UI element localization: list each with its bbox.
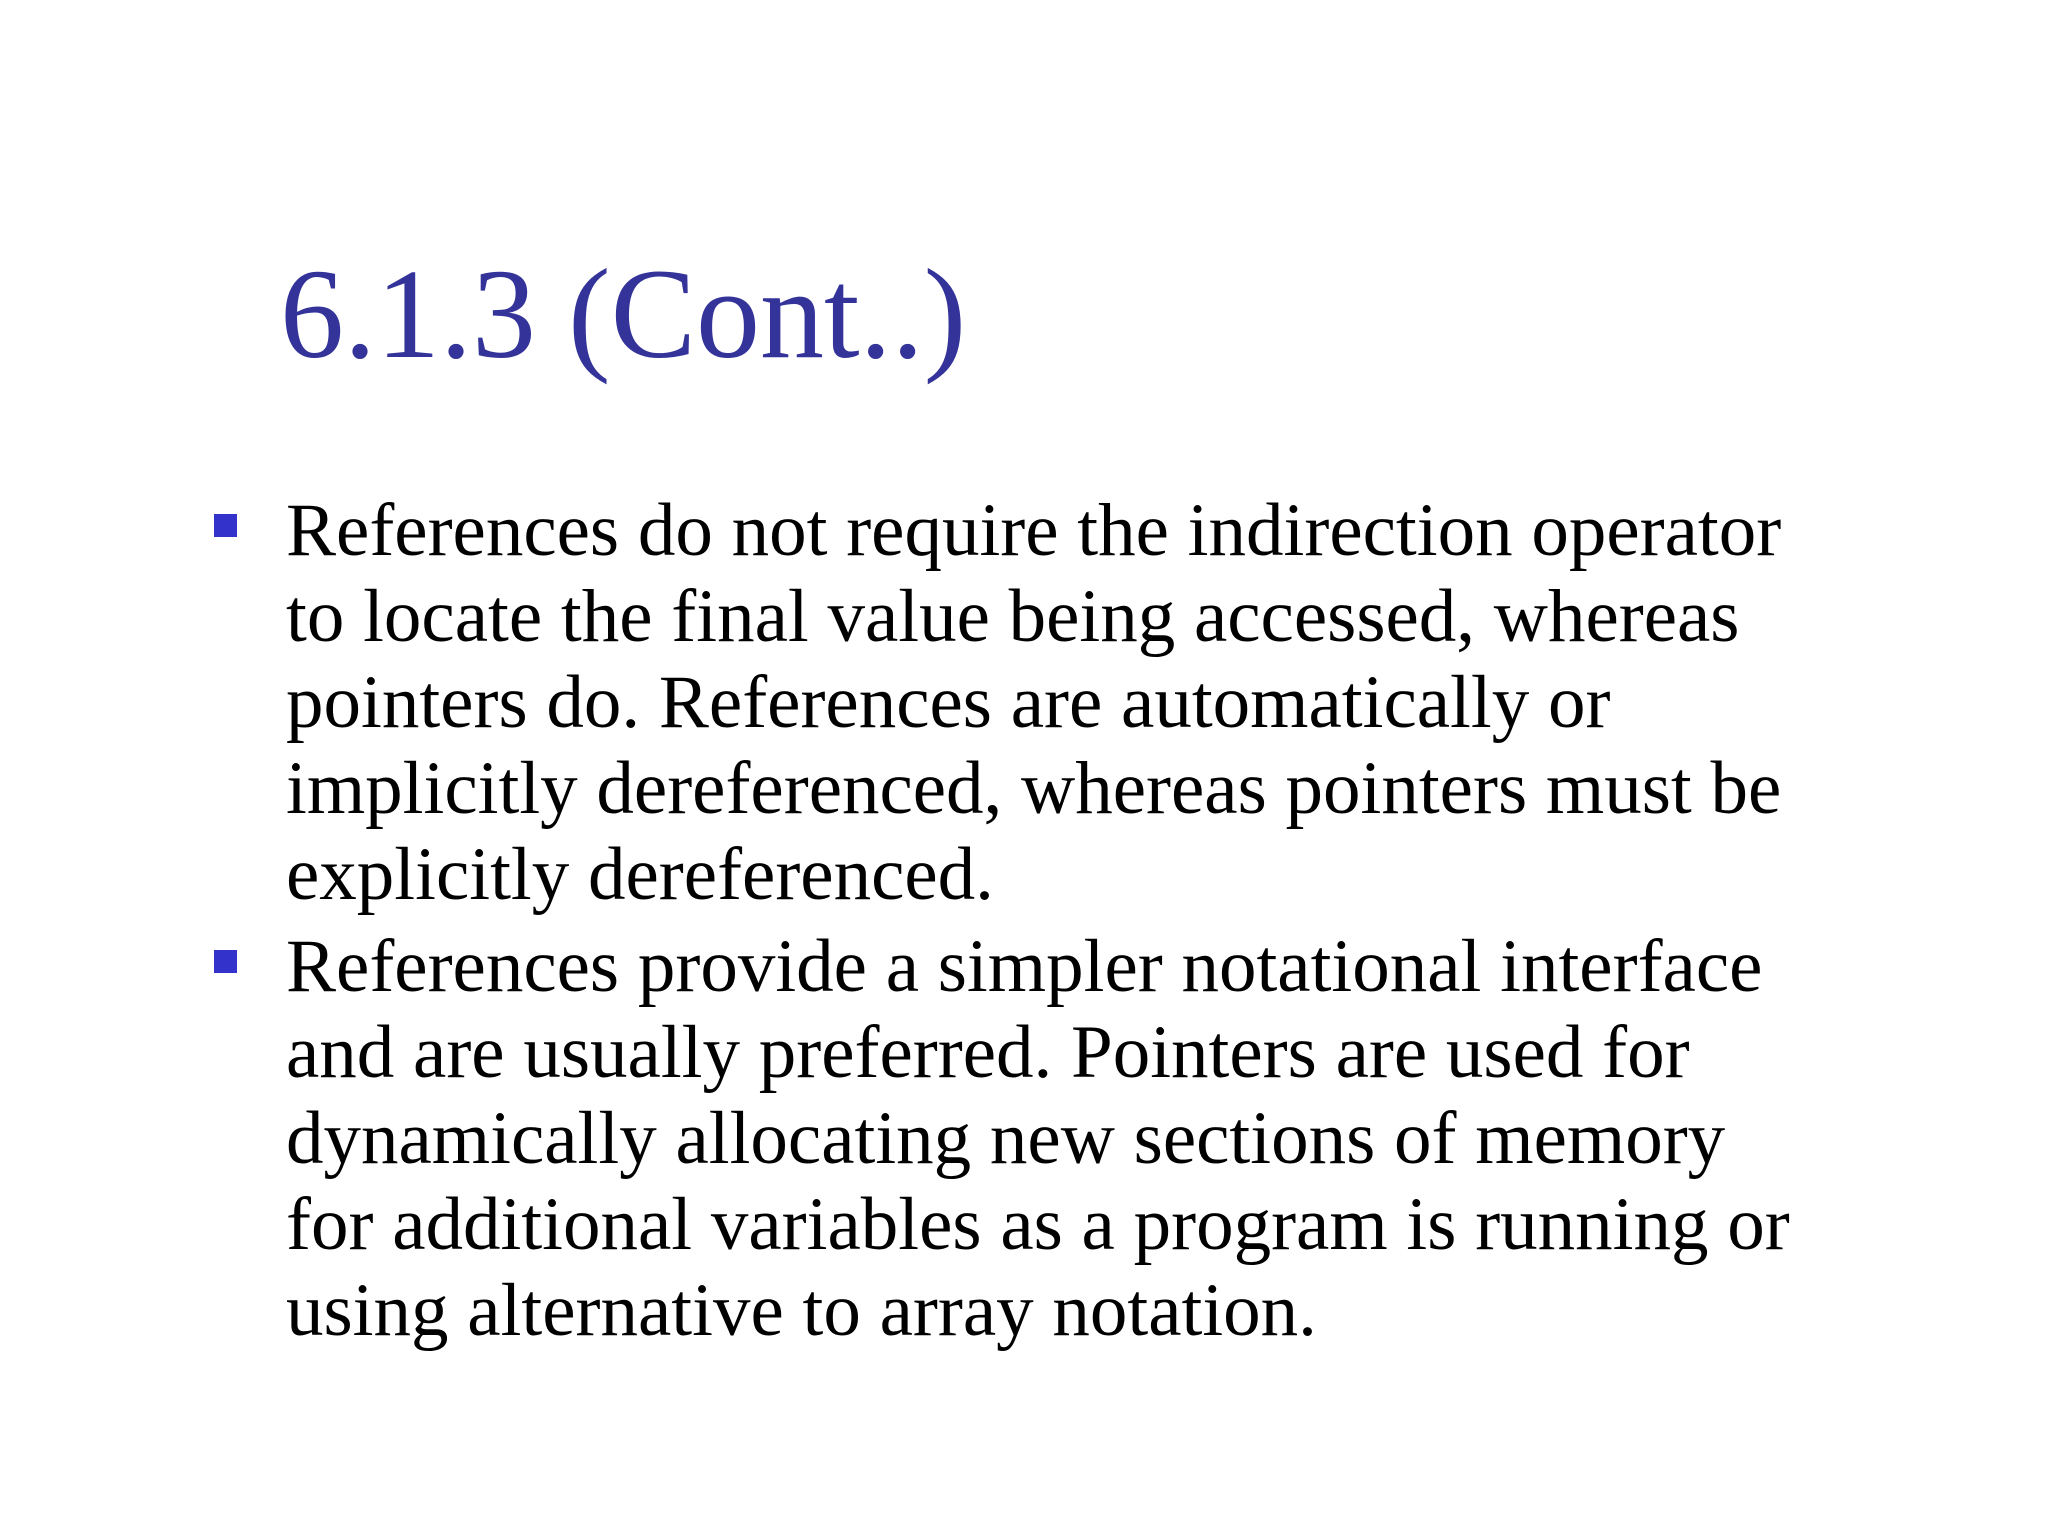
- square-bullet-icon: [214, 950, 237, 973]
- text-line: dynamically allocating new sections of memory: [286, 1097, 1726, 1180]
- bullet-item: [210, 924, 1890, 1354]
- bullet-item: [210, 488, 1890, 918]
- text-line: References do not require the indirection operator: [286, 489, 1782, 572]
- text-line: to locate the final value being accessed, whereas: [286, 575, 1740, 658]
- text-line: and are usually preferred. Pointers are used for: [286, 1011, 1690, 1094]
- bullet-text: [286, 488, 1890, 918]
- slide-title: 6.1.3 (Cont..): [280, 243, 967, 385]
- bullet-text: [286, 924, 1890, 1354]
- square-bullet-icon: [214, 514, 237, 537]
- text-line: for additional variables as a program is running or: [286, 1183, 1790, 1266]
- text-line: References provide a simpler notational interface: [286, 925, 1763, 1008]
- text-line: using alternative to array notation.: [286, 1269, 1317, 1352]
- text-line: pointers do. References are automatically or: [286, 661, 1611, 744]
- bullet-list: [210, 488, 1890, 1360]
- text-line: implicitly dereferenced, whereas pointers must be: [286, 747, 1782, 830]
- text-line: explicitly dereferenced.: [286, 833, 994, 916]
